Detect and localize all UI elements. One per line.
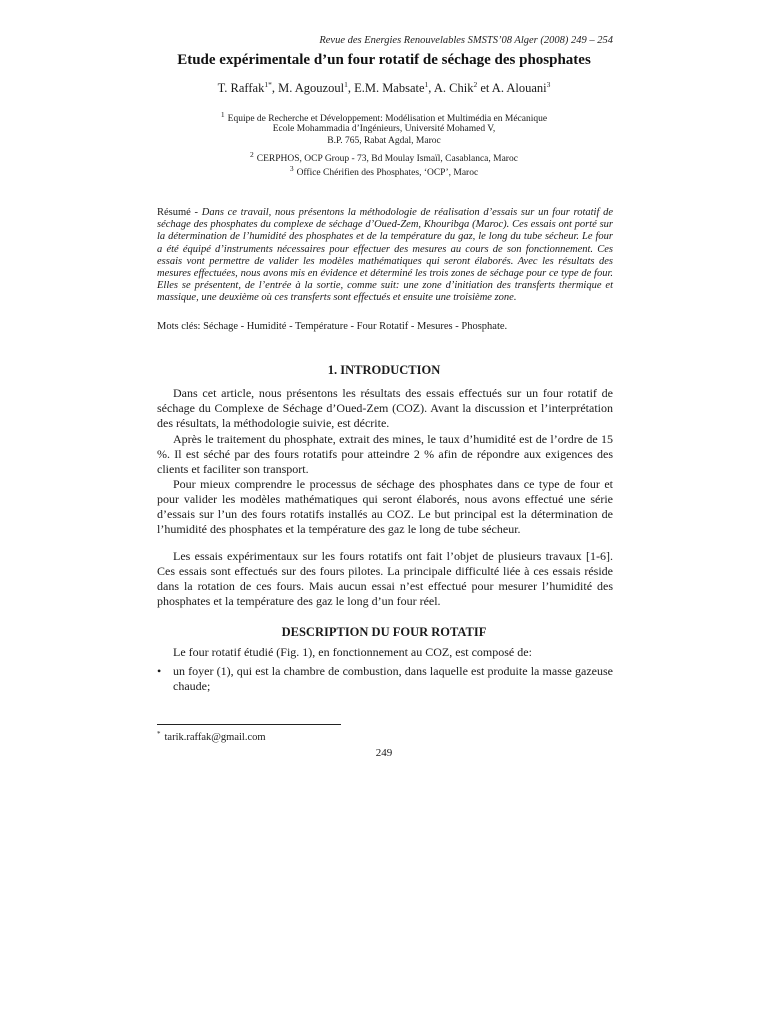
list-item-text: un foyer (1), qui est la chambre de combustion, dans laquelle est produite la masse gazeuse chaude; <box>173 664 613 693</box>
intro-paragraph-1: Dans cet article, nous présentons les résultats des essais effectués sur un four rotatif de séchage du Complexe de Séchage d’Oued-Zem (COZ). Avant la discussion et l’interprétation des résultats, la méthodologie suivie, est décrite. <box>157 386 613 430</box>
footnote-email[interactable]: tarik.raffak@gmail.com <box>164 732 266 743</box>
page-number: 249 <box>375 747 393 759</box>
affiliation-1-line-2: Ecole Mohammadia d’Ingénieurs, Université Mohamed V, <box>272 124 496 134</box>
abstract <box>157 207 613 305</box>
affiliation-3: $^3$ Office Chérifien des Phosphates, ‘OCP’, Maroc <box>289 164 479 178</box>
author: M. Agouzoul$^1$, <box>278 80 355 95</box>
bullet-icon: • <box>157 664 162 678</box>
description-intro: Le four rotatif étudié (Fig. 1), en fonctionnement au COZ, est composé de: <box>173 645 532 659</box>
abstract-body: Dans ce travail, nous présentons la méthodologie de réalisation d’essais sur un four rotatif de séchage des phosphates du complexe de séchage d’Oued-Zem, Khouribga (Maroc). Ces essais ont porté sur la détermination de l’humidité des phosphates et de la température du gaz, le long du tube sécheur. Le four a été équipé d’instruments nécessaires pour effectuer des mesures au cours de son fonctionnement. Ces essais vont permettre de valider les modèles mathématiques qui seront élaborés. Avec les résultats des mesures effectuées, nous avons mis en évidence et déterminé les trois zones de séchage pour ce type de four. Elles se présentent, de l’entrée à la sortie, comme suit: une zone d’initiation des transferts thermique et massique, une deuxième où ces transferts sont effectués et ensuite une troisième zone. <box>157 207 614 304</box>
section-description-title: DESCRIPTION DU FOUR ROTATIF <box>281 625 487 639</box>
keywords: Mots clés: Séchage - Humidité - Température - Four Rotatif - Mesures - Phosphate. <box>157 321 508 332</box>
author: E.M. Mabsate$^1$, <box>354 80 434 95</box>
author: T. Raffak$^{1*}$, <box>217 80 279 95</box>
intro-paragraph-4: Les essais expérimentaux sur les fours rotatifs ont fait l’objet de plusieurs travaux [1-6]. Ces essais sont effectués sur des fours pilotes. La principale difficulté liée à ces essais réside dans la rotation de ces fours. Mais aucun essai n’est effectué pour mesurer l’humidité des phosphates et la température des gaz le long d’un four réel. <box>157 549 613 608</box>
section-introduction-title: 1. INTRODUCTION <box>327 363 441 377</box>
affiliation-1: $^1$ Equipe de Recherche et Développement: Modélisation et Multimédia en Mécanique <box>220 110 548 124</box>
author: A. Chik$^2$ et <box>433 80 492 95</box>
footnote: * tarik.raffak@gmail.com <box>157 730 266 743</box>
affiliation-1-line-3: B.P. 765, Rabat Agdal, Maroc <box>327 136 441 146</box>
footnote-divider <box>157 724 341 725</box>
intro-paragraph-3: Pour mieux comprendre le processus de séchage des phosphates dans ce type de four et pour valider les modèles mathématiques qui seront élaborés, nous avons effectué une série d’essais sur l’un des fours rotatifs installés au COZ. Le but principal est la détermination de l’humidité des phosphates et la température des gaz le long de tube sécheur. <box>157 477 613 536</box>
abstract-lead: Résumé - <box>157 207 202 218</box>
author: A. Alouani$^3$ <box>491 80 551 95</box>
author-list <box>0 80 768 96</box>
affiliation-2: $^2$ CERPHOS, OCP Group - 73, Bd Moulay Ismaïl, Casablanca, Maroc <box>250 150 518 164</box>
journal-header: Revue des Energies Renouvelables SMSTS’08 Alger (2008) 249 – 254 <box>319 35 613 46</box>
paper-title: Etude expérimentale d’un four rotatif de séchage des phosphates <box>177 52 591 68</box>
list-item <box>157 664 613 694</box>
intro-paragraph-2: Après le traitement du phosphate, extrait des mines, le taux d’humidité est de l’ordre de 15 %. Il est séché par des fours rotatifs pour atteindre 2 % afin de répondre aux exigences des clients et faciliter son transport. <box>157 432 613 476</box>
